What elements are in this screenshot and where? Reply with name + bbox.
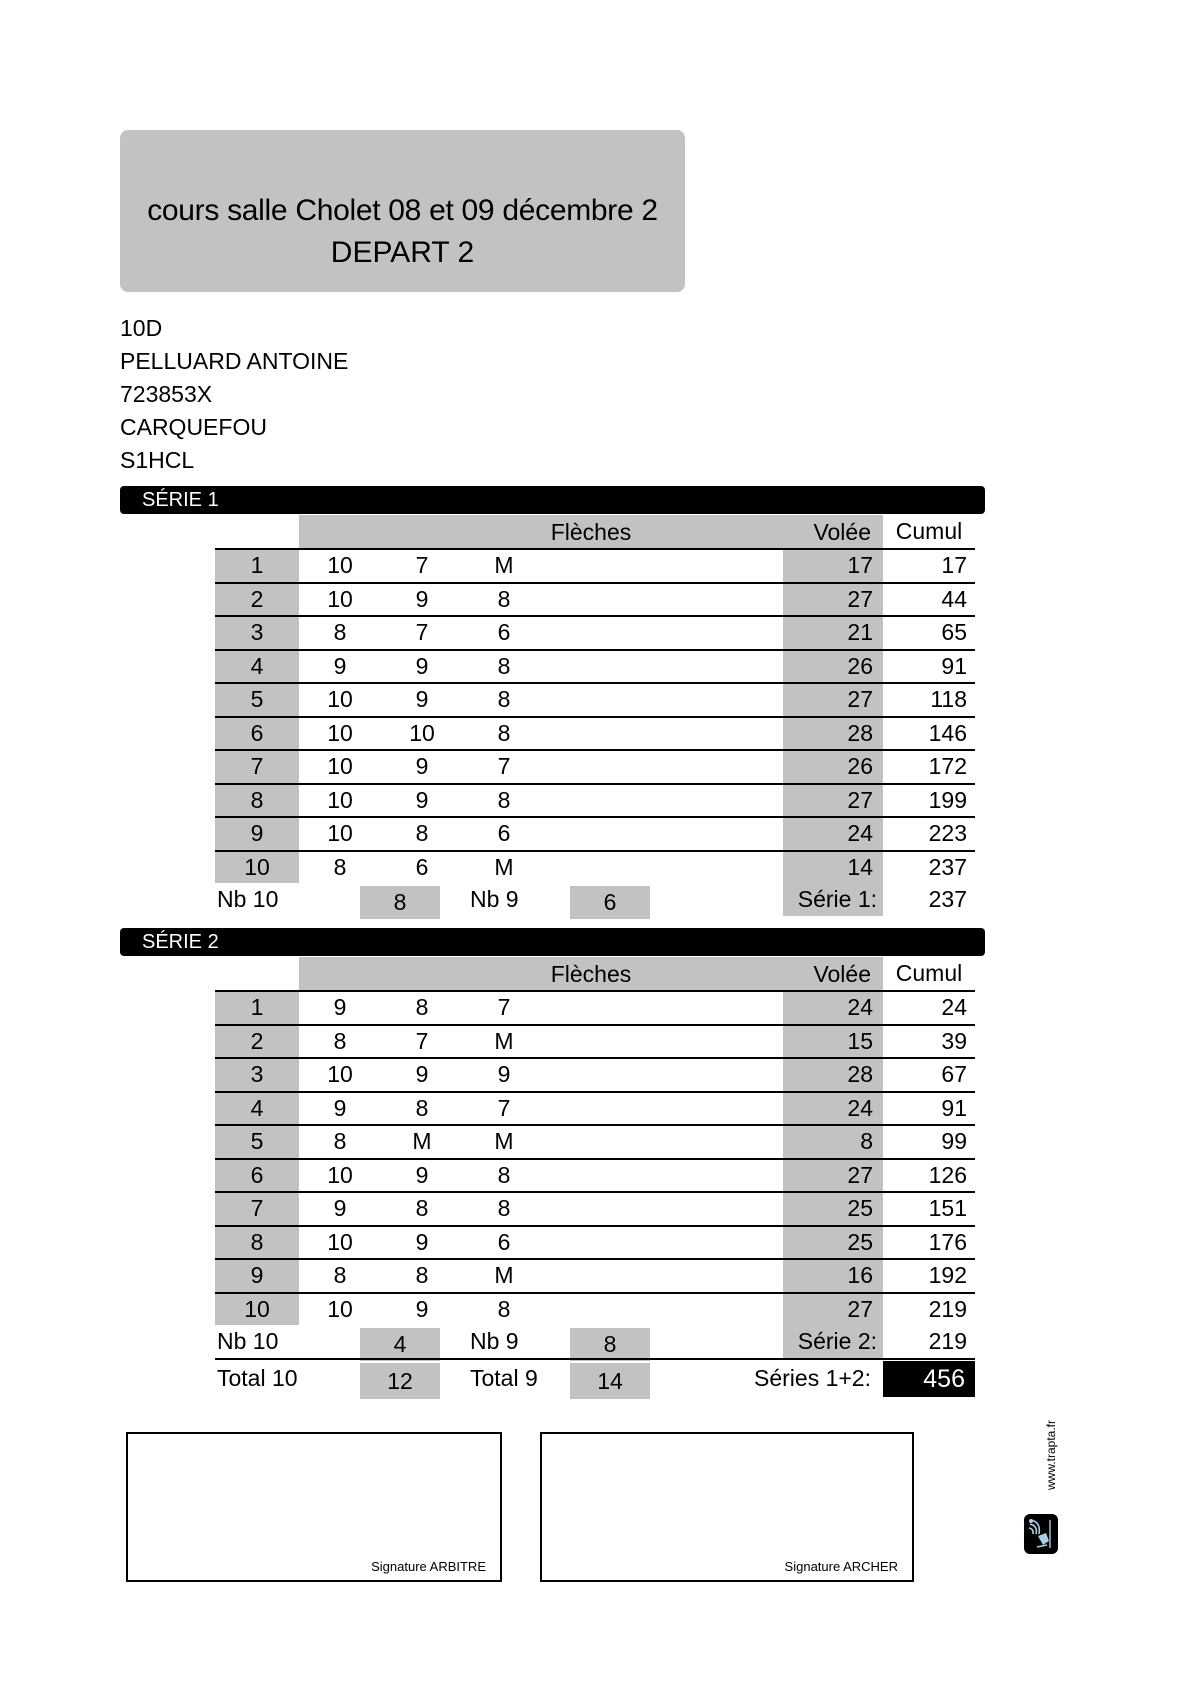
serie1-header-bar [120, 486, 985, 514]
row-spacer [545, 617, 783, 649]
volee-total: 27 [783, 684, 883, 716]
serie2-table [215, 957, 975, 1396]
cumul-total: 65 [941, 619, 967, 646]
fleches-header-band [299, 515, 883, 548]
cumul-total: 91 [941, 1094, 967, 1121]
serie1-title: SÉRIE 1 [142, 488, 219, 511]
cumul-total: 199 [928, 786, 967, 813]
end-number: 4 [215, 651, 299, 683]
score-row [215, 1091, 975, 1125]
score-row [215, 1024, 975, 1058]
end-number: 10 [215, 852, 299, 884]
end-number: 8 [215, 1227, 299, 1259]
volee-total: 21 [783, 617, 883, 649]
row-spacer [545, 852, 783, 884]
arrow-score-2: 9 [415, 686, 429, 713]
volee-total: 16 [783, 1260, 883, 1292]
cumul-total: 176 [928, 1228, 967, 1255]
arrow-score-2: 9 [415, 585, 429, 612]
arrow-score-3: 9 [497, 1061, 511, 1088]
grand-total-value: 456 [883, 1361, 975, 1397]
volee-header: Volée [813, 519, 871, 545]
arrow-score-2: 8 [415, 1195, 429, 1222]
volee-header: Volée [813, 961, 871, 987]
volee-total: 24 [783, 992, 883, 1024]
row-spacer [545, 818, 783, 850]
row-spacer [545, 751, 783, 783]
cumul-header: Cumul [895, 960, 963, 986]
end-number: 6 [215, 1160, 299, 1192]
serie1-counts-row [215, 883, 975, 916]
total10-value-box: 12 [360, 1363, 440, 1399]
arrow-score-1: 9 [333, 652, 347, 679]
arrow-score-3: 6 [497, 820, 511, 847]
arrow-score-3: 8 [497, 1161, 511, 1188]
arrow-score-1: 9 [333, 1094, 347, 1121]
arrow-score-3: 8 [497, 1195, 511, 1222]
end-number: 7 [215, 751, 299, 783]
arrow-score-1: 10 [327, 1228, 353, 1255]
cumul-total: 223 [928, 820, 967, 847]
arrow-score-1: 9 [333, 1195, 347, 1222]
volee-total: 28 [783, 1059, 883, 1091]
end-number: 3 [215, 1059, 299, 1091]
event-title-box [120, 130, 685, 292]
volee-total: 25 [783, 1193, 883, 1225]
cumul-total: 39 [941, 1027, 967, 1054]
row-spacer [545, 651, 783, 683]
arrow-score-3: 6 [497, 619, 511, 646]
trapta-website-text: www.trapta.fr [1044, 1419, 1058, 1491]
volee-total: 24 [783, 818, 883, 850]
arrow-score-3: 8 [497, 686, 511, 713]
cumul-total: 24 [941, 994, 967, 1021]
cumul-total: 91 [941, 652, 967, 679]
arrow-score-3: 8 [497, 1295, 511, 1322]
volee-total: 17 [783, 550, 883, 582]
volee-total: 15 [783, 1026, 883, 1058]
end-number: 9 [215, 818, 299, 850]
end-number: 3 [215, 617, 299, 649]
arrow-score-1: 8 [333, 1262, 347, 1289]
arrow-score-1: 10 [327, 585, 353, 612]
row-spacer [545, 1093, 783, 1125]
score-row [215, 682, 975, 716]
cumul-total: 99 [941, 1128, 967, 1155]
end-number: 2 [215, 584, 299, 616]
end-number: 10 [215, 1294, 299, 1326]
score-row [215, 783, 975, 817]
row-spacer [545, 785, 783, 817]
arrow-score-1: 10 [327, 719, 353, 746]
cumul-total: 237 [928, 853, 967, 880]
licence-number: 723853X [120, 381, 213, 407]
arrow-score-3: 8 [497, 786, 511, 813]
archer-info [120, 312, 348, 477]
row-spacer [545, 1026, 783, 1058]
grand-total-label: Séries 1+2: [754, 1364, 871, 1391]
score-row [215, 1057, 975, 1091]
score-row [215, 1191, 975, 1225]
arrow-score-1: 10 [327, 753, 353, 780]
serie1-table [215, 515, 975, 916]
arrow-score-1: 10 [327, 552, 353, 579]
arrow-score-2: 7 [415, 1027, 429, 1054]
cumul-total: 146 [928, 719, 967, 746]
end-number: 5 [215, 684, 299, 716]
end-number: 6 [215, 718, 299, 750]
archer-signature-label: Signature ARCHER [784, 1559, 898, 1574]
arrow-score-3: 6 [497, 1228, 511, 1255]
arrow-score-2: 9 [415, 1228, 429, 1255]
row-spacer [545, 1160, 783, 1192]
nb9-value-box: 6 [570, 886, 650, 919]
score-row [215, 1225, 975, 1259]
row-spacer [545, 1294, 783, 1326]
fleches-header-band [299, 957, 883, 990]
serie2-table-body [215, 990, 975, 1325]
volee-total: 27 [783, 1294, 883, 1326]
score-row [215, 582, 975, 616]
arrow-score-3: M [494, 552, 514, 579]
fleches-header: Flèches [550, 961, 632, 987]
end-column-spacer [215, 515, 299, 548]
cumul-total: 151 [928, 1195, 967, 1222]
arrow-score-2: 9 [415, 786, 429, 813]
target-number: 10D [120, 315, 163, 341]
score-row [215, 716, 975, 750]
arrow-score-1: 10 [327, 1161, 353, 1188]
arrow-score-2: 6 [415, 853, 429, 880]
arrow-score-2: 8 [415, 1094, 429, 1121]
serie2-counts-row [215, 1325, 975, 1358]
trapta-archer-logo-icon [1024, 1514, 1058, 1554]
arrow-score-2: 9 [415, 753, 429, 780]
volee-total: 8 [783, 1126, 883, 1158]
serie1-total-value: 237 [928, 886, 967, 912]
arrow-score-1: 8 [333, 1128, 347, 1155]
score-row [215, 1158, 975, 1192]
arrow-score-3: M [494, 1027, 514, 1054]
cumul-total: 67 [941, 1061, 967, 1088]
volee-total: 27 [783, 785, 883, 817]
arrow-score-3: M [494, 1128, 514, 1155]
cumul-header: Cumul [895, 518, 963, 544]
volee-total: 24 [783, 1093, 883, 1125]
arrow-score-2: 10 [409, 719, 435, 746]
serie2-header-bar [120, 928, 985, 956]
row-spacer [545, 1227, 783, 1259]
arrow-score-3: 7 [497, 994, 511, 1021]
row-spacer [545, 718, 783, 750]
arrow-score-3: M [494, 853, 514, 880]
arbitre-signature-label: Signature ARBITRE [371, 1559, 486, 1574]
score-row [215, 649, 975, 683]
arrow-score-2: 8 [415, 994, 429, 1021]
arrow-score-2: 8 [415, 1262, 429, 1289]
cumul-total: 192 [928, 1262, 967, 1289]
arrow-score-1: 8 [333, 619, 347, 646]
volee-total: 26 [783, 651, 883, 683]
cumul-total: 219 [928, 1295, 967, 1322]
arrow-score-1: 8 [333, 1027, 347, 1054]
arbitre-signature-box [126, 1432, 502, 1582]
score-row [215, 1124, 975, 1158]
volee-total: 28 [783, 718, 883, 750]
serie2-total-label: Série 2: [783, 1325, 883, 1358]
arrow-score-2: M [412, 1128, 432, 1155]
nb9-value-box: 8 [570, 1328, 650, 1361]
score-row [215, 1258, 975, 1292]
end-number: 9 [215, 1260, 299, 1292]
arrow-score-3: 8 [497, 585, 511, 612]
arrow-score-2: 7 [415, 619, 429, 646]
arrow-score-2: 9 [415, 1061, 429, 1088]
end-number: 1 [215, 992, 299, 1024]
cumul-total: 126 [928, 1161, 967, 1188]
end-number: 5 [215, 1126, 299, 1158]
cumul-total: 44 [941, 585, 967, 612]
row-spacer [545, 1126, 783, 1158]
archer-name: PELLUARD ANTOINE [120, 348, 349, 374]
nb10-label: Nb 10 [217, 1328, 279, 1354]
arrow-score-2: 9 [415, 1161, 429, 1188]
arrow-score-2: 8 [415, 820, 429, 847]
grand-total-row [215, 1358, 975, 1396]
cumul-total: 172 [928, 753, 967, 780]
volee-total: 27 [783, 1160, 883, 1192]
cumul-total: 118 [930, 686, 967, 713]
arrow-score-3: 8 [497, 719, 511, 746]
end-column-spacer [215, 957, 299, 990]
arrow-score-1: 10 [327, 1061, 353, 1088]
serie1-table-header [215, 515, 975, 548]
row-spacer [545, 550, 783, 582]
serie1-table-body [215, 548, 975, 883]
nb10-value-box: 8 [360, 886, 440, 919]
row-spacer [545, 1260, 783, 1292]
club-name: CARQUEFOU [120, 414, 267, 440]
arrow-score-3: 7 [497, 753, 511, 780]
event-title: cours salle Cholet 08 et 09 décembre 2 [147, 194, 658, 227]
row-spacer [545, 1059, 783, 1091]
arrow-score-1: 10 [327, 820, 353, 847]
volee-total: 25 [783, 1227, 883, 1259]
category-code: S1HCL [120, 447, 195, 473]
end-number: 1 [215, 550, 299, 582]
arrow-score-1: 10 [327, 1295, 353, 1322]
score-row [215, 990, 975, 1024]
row-spacer [545, 584, 783, 616]
score-row [215, 1292, 975, 1326]
score-row [215, 548, 975, 582]
row-spacer [545, 992, 783, 1024]
arrow-score-1: 10 [327, 786, 353, 813]
total9-label: Total 9 [470, 1364, 538, 1391]
arrow-score-2: 9 [415, 1295, 429, 1322]
score-row [215, 850, 975, 884]
serie1-total-label: Série 1: [783, 883, 883, 916]
serie2-total-value: 219 [928, 1328, 967, 1354]
archer-signature-box [540, 1432, 914, 1582]
row-spacer [545, 684, 783, 716]
volee-total: 26 [783, 751, 883, 783]
volee-total: 14 [783, 852, 883, 884]
arrow-score-2: 7 [415, 552, 429, 579]
row-spacer [545, 1193, 783, 1225]
end-number: 2 [215, 1026, 299, 1058]
end-number: 4 [215, 1093, 299, 1125]
arrow-score-1: 9 [333, 994, 347, 1021]
arrow-score-3: 8 [497, 652, 511, 679]
cumul-total: 17 [941, 552, 967, 579]
score-row [215, 749, 975, 783]
total10-label: Total 10 [217, 1364, 298, 1391]
volee-total: 27 [783, 584, 883, 616]
score-row [215, 615, 975, 649]
fleches-header: Flèches [550, 519, 632, 545]
arrow-score-3: 7 [497, 1094, 511, 1121]
total9-value-box: 14 [570, 1363, 650, 1399]
score-row [215, 816, 975, 850]
serie2-title: SÉRIE 2 [142, 930, 219, 953]
arrow-score-2: 9 [415, 652, 429, 679]
nb10-value-box: 4 [360, 1328, 440, 1361]
serie2-table-header [215, 957, 975, 990]
arrow-score-1: 10 [327, 686, 353, 713]
nb9-label: Nb 9 [470, 886, 519, 912]
depart-label: DEPART 2 [330, 236, 475, 269]
end-number: 8 [215, 785, 299, 817]
arrow-score-1: 8 [333, 853, 347, 880]
nb9-label: Nb 9 [470, 1328, 519, 1354]
end-number: 7 [215, 1193, 299, 1225]
arrow-score-3: M [494, 1262, 514, 1289]
nb10-label: Nb 10 [217, 886, 279, 912]
